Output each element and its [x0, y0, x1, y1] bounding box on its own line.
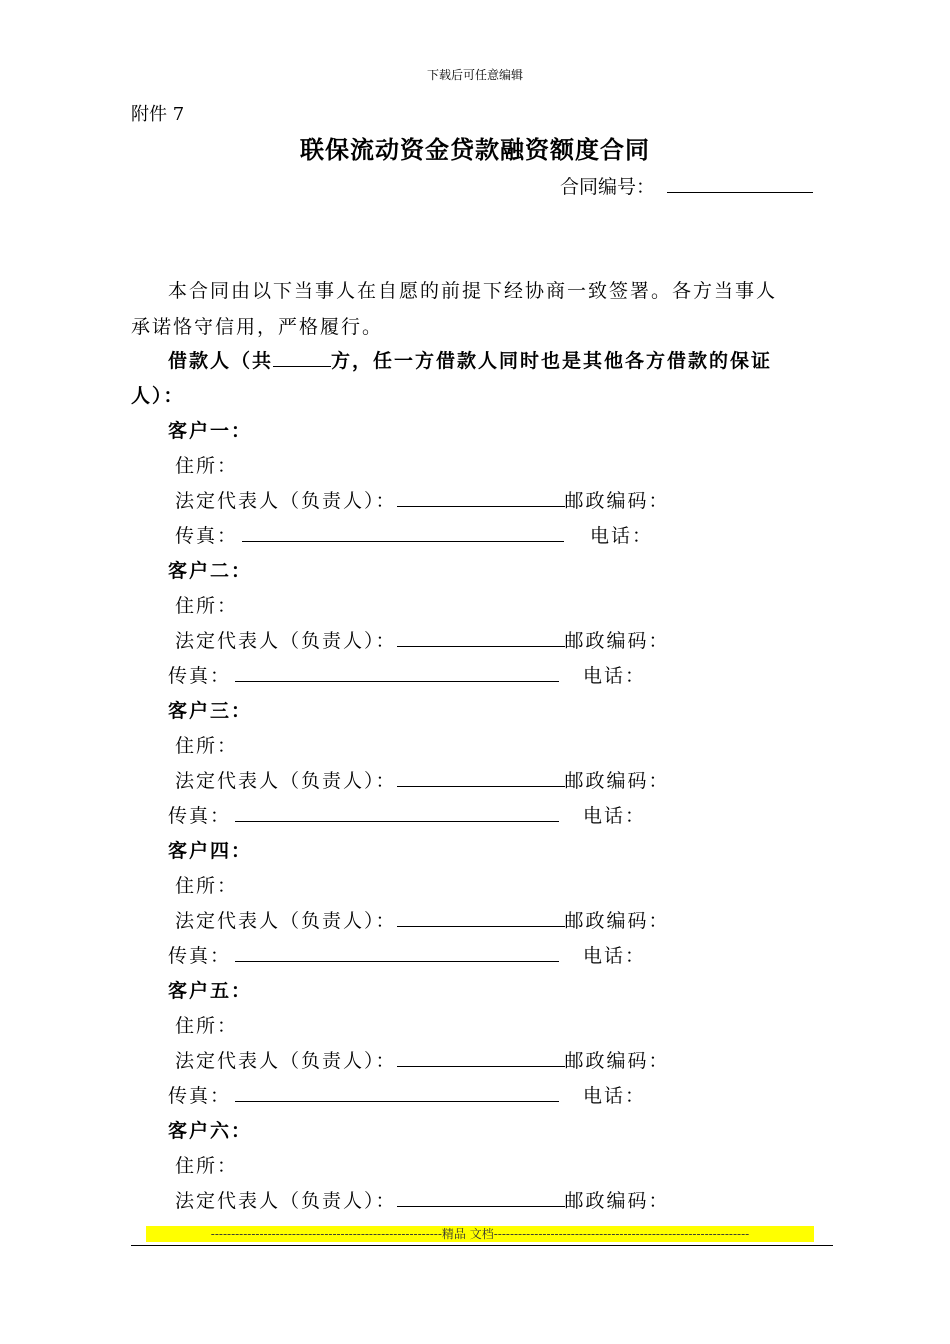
borrower-line-2: 人）： [131, 385, 185, 407]
legal-representative-blank [397, 488, 565, 507]
fax-label: 传真： [168, 1085, 232, 1107]
header-note: 下载后可任意编辑 [426, 68, 523, 82]
attachment-label: 附件 7 [131, 104, 185, 125]
phone-label: 电话： [583, 1085, 647, 1107]
postal-code-label: 邮政编码： [564, 1190, 670, 1212]
intro-line-1: 本合同由以下当事人在自愿的前提下经协商一致签署。各方当事人 [168, 280, 778, 302]
legal-representative-blank [397, 628, 565, 647]
customer-title: 客户三： [168, 700, 253, 722]
customer-address-label: 住所： [175, 455, 239, 477]
fax-blank [235, 803, 559, 822]
contract-number-blank [667, 174, 813, 193]
customer-fax-row [168, 941, 559, 968]
phone-label: 电话： [583, 805, 647, 827]
contract-number [560, 172, 813, 199]
phone-label: 电话： [583, 945, 647, 967]
customer-legal-row [175, 626, 670, 653]
footer-watermark: ---------------------------------------------------------精品 文档--------------------------------------------------------------- [146, 1226, 814, 1242]
borrower-count-blank [273, 348, 331, 367]
borrower-count-suffix: 方，任一方借款人同时也是其他各方借款的保证 [331, 350, 773, 372]
customer-address-label: 住所： [175, 1155, 239, 1177]
legal-representative-label: 法定代表人（负责人）： [175, 770, 397, 792]
customer-legal-row [175, 1046, 670, 1073]
customer-fax-row [175, 521, 564, 548]
legal-representative-blank [397, 1048, 565, 1067]
legal-representative-label: 法定代表人（负责人）： [175, 490, 397, 512]
fax-blank [235, 943, 559, 962]
legal-representative-label: 法定代表人（负责人）： [175, 1190, 397, 1212]
postal-code-label: 邮政编码： [564, 630, 670, 652]
phone-label: 电话： [583, 665, 647, 687]
legal-representative-label: 法定代表人（负责人）： [175, 910, 397, 932]
borrower-line-1 [168, 346, 772, 373]
customer-legal-row [175, 486, 670, 513]
borrower-count-prefix: 借款人（共 [168, 350, 274, 372]
fax-blank [242, 523, 564, 542]
customer-legal-row [175, 906, 670, 933]
postal-code-label: 邮政编码： [564, 1050, 670, 1072]
document-title: 联保流动资金贷款融资额度合同 [300, 135, 650, 164]
postal-code-label: 邮政编码： [564, 490, 670, 512]
postal-code-label: 邮政编码： [564, 910, 670, 932]
legal-representative-label: 法定代表人（负责人）： [175, 630, 397, 652]
customer-fax-row [168, 661, 559, 688]
customer-fax-row [168, 1081, 559, 1108]
intro-line-2: 承诺恪守信用，严格履行。 [131, 316, 384, 338]
customer-fax-row [168, 801, 559, 828]
phone-label: 电话： [590, 525, 654, 547]
fax-label: 传真： [168, 805, 232, 827]
customer-title: 客户六： [168, 1120, 253, 1142]
contract-number-label: 合同编号： [560, 176, 656, 198]
fax-blank [235, 1083, 559, 1102]
legal-representative-blank [397, 768, 565, 787]
fax-label: 传真： [168, 665, 232, 687]
customer-address-label: 住所： [175, 1015, 239, 1037]
customer-address-label: 住所： [175, 735, 239, 757]
customer-title: 客户二： [168, 560, 253, 582]
fax-label: 传真： [175, 525, 239, 547]
legal-representative-label: 法定代表人（负责人）： [175, 1050, 397, 1072]
customer-title: 客户四： [168, 840, 253, 862]
fax-label: 传真： [168, 945, 232, 967]
legal-representative-blank [397, 1188, 565, 1207]
customer-address-label: 住所： [175, 595, 239, 617]
fax-blank [235, 663, 559, 682]
customer-address-label: 住所： [175, 875, 239, 897]
footer-divider [131, 1245, 833, 1246]
postal-code-label: 邮政编码： [564, 770, 670, 792]
legal-representative-blank [397, 908, 565, 927]
customer-legal-row [175, 766, 670, 793]
customer-legal-row [175, 1186, 670, 1213]
customer-title: 客户五： [168, 980, 253, 1002]
customer-title: 客户一： [168, 420, 253, 442]
